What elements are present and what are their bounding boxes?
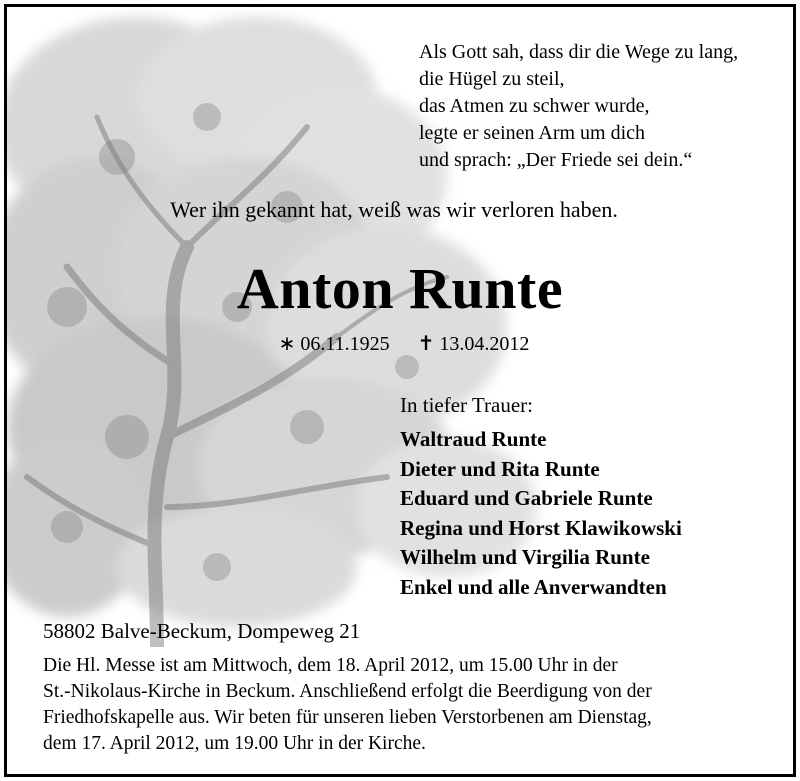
mourner-name: Regina und Horst Klawikowski — [400, 515, 682, 540]
mourner-list — [400, 425, 682, 602]
poem-line: und sprach: „Der Friede sei dein.“ — [419, 149, 693, 171]
obituary-frame — [4, 4, 796, 777]
deceased-name: Anton Runte — [236, 256, 564, 321]
notice-line: dem 17. April 2012, um 19.00 Uhr in der Kirche. — [43, 733, 426, 754]
birth-star-icon: ∗ — [278, 333, 296, 355]
mourner-name: Dieter und Rita Runte — [400, 456, 600, 481]
mourner-name: Eduard und Gabriele Runte — [400, 486, 653, 510]
poem — [419, 39, 738, 174]
poem-line: legte er seinen Arm um dich — [419, 122, 646, 144]
notice-line: St.-Nikolaus-Kirche in Beckum. Anschließend erfolgt die Beerdigung von der — [43, 681, 652, 702]
birth-date: 06.11.1925 — [300, 333, 390, 355]
address: 58802 Balve-Beckum, Dompeweg 21 — [43, 619, 361, 643]
mourner-name: Enkel und alle Anverwandten — [400, 574, 667, 599]
poem-line: Als Gott sah, dass dir die Wege zu lang, — [419, 41, 739, 63]
poem-line: die Hügel zu steil, — [419, 68, 565, 90]
mourner-name: Wilhelm und Virgilia Runte — [400, 545, 650, 569]
poem-line: das Atmen zu schwer wurde, — [419, 95, 650, 117]
mourner-name: Waltraud Runte — [400, 427, 547, 451]
notice-line: Friedhofskapelle aus. Wir beten für unseren lieben Verstorbenen am Dienstag, — [43, 707, 652, 728]
service-notice — [43, 653, 788, 757]
notice-line: Die Hl. Messe ist am Mittwoch, dem 18. April 2012, um 15.00 Uhr in der — [43, 655, 618, 676]
death-date: 13.04.2012 — [439, 333, 530, 355]
mourning-label: In tiefer Trauer: — [400, 393, 533, 417]
quote: Wer ihn gekannt hat, weiß was wir verloren haben. — [170, 197, 618, 222]
death-cross-icon: ✝ — [417, 333, 435, 355]
life-dates — [7, 331, 793, 356]
